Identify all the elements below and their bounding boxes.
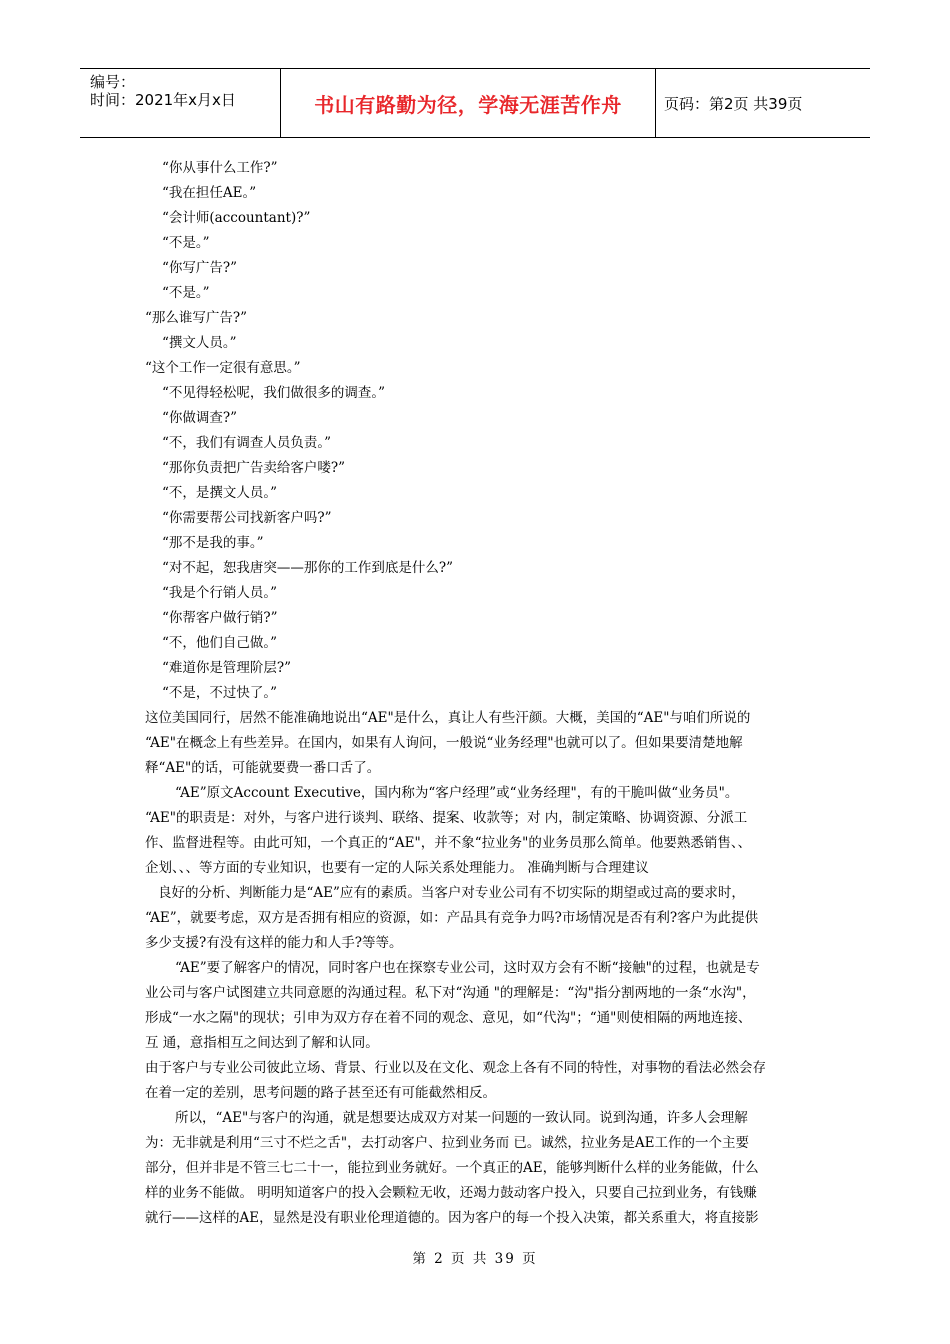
text-line: 释“AE"的话，可能就要费一番口舌了。	[145, 760, 381, 776]
text-line: “AE”要了解客户的情况，同时客户也在探察专业公司，这时双方会有不断“接触"的过程，也就是专	[175, 960, 760, 976]
header-page-number: 页码：第2页 共39页	[664, 94, 803, 113]
text-line: “我在担任AE。”	[162, 185, 257, 201]
text-line: “AE"的职责是：对外，与客户进行谈判、联络、提案、收款等；对 内，制定策略、协调资源、分派工	[145, 810, 748, 826]
text-line: 所以，“AE"与客户的沟通，就是想要达成双方对某一问题的一致认同。说到沟通，许多人会理解	[175, 1110, 748, 1126]
text-line: 样的业务不能做。 明明知道客户的投入会颗粒无收，还竭力鼓动客户投入，只要自己拉到业务，有钱赚	[145, 1185, 757, 1201]
text-line: 互 通，意指相互之间达到了解和认同。	[145, 1035, 379, 1051]
text-line: 由于客户与专业公司彼此立场、背景、行业以及在文化、观念上各有不同的特性，对事物的看法必然会存	[145, 1060, 766, 1076]
text-line: “你写广告?”	[162, 260, 238, 276]
document-date-label: 时间：2021年x月x日	[90, 91, 236, 109]
text-line: 多少支援?有没有这样的能力和人手?等等。	[145, 935, 403, 951]
text-line: “那不是我的事。”	[162, 535, 264, 551]
text-line: “不是。”	[162, 235, 210, 251]
header-motto: 书山有路勤为径，学海无涯苦作舟	[314, 92, 622, 117]
text-line: “AE"在概念上有些差异。在国内，如果有人询问，一般说“业务经理"也就可以了。但如果要清楚地解	[145, 735, 743, 751]
text-line: “对不起，恕我唐突——那你的工作到底是什么?”	[162, 560, 454, 576]
page-header	[80, 68, 870, 138]
text-line: 业公司与客户试图建立共同意愿的沟通过程。私下对“沟通 "的理解是：“沟"指分割两地的一条“水沟"，	[145, 985, 756, 1001]
text-line: “不，他们自己做。”	[162, 635, 278, 651]
text-line: “你需要帮公司找新客户吗?”	[162, 510, 332, 526]
document-body	[145, 156, 815, 1231]
text-line: “AE”原文Account Executive，国内称为“客户经理”或“业务经理"，有的干脆叫做“业务员"。	[175, 785, 739, 801]
text-line: “那你负责把广告卖给客户喽?”	[162, 460, 346, 476]
document-number-label: 编号：	[90, 73, 136, 91]
text-line: “不是。”	[162, 285, 210, 301]
text-line: 这位美国同行，居然不能准确地说出“AE"是什么，真让人有些汗颜。大概，美国的“AE"与咱们所说的	[145, 710, 751, 726]
header-meta	[80, 69, 280, 137]
text-line: 作、监督进程等。由此可知，一个真正的“AE"，并不象“拉业务"的业务员那么简单。他要熟悉销售、、	[145, 835, 752, 851]
text-line: 良好的分析、判断能力是“AE”应有的素质。当客户对专业公司有不切实际的期望或过高的要求时，	[158, 885, 745, 901]
text-line: “不，我们有调查人员负责。”	[162, 435, 332, 451]
text-line: “不见得轻松呢，我们做很多的调查。”	[162, 385, 386, 401]
text-line: “你从事什么工作?”	[162, 160, 278, 176]
text-line: “那么谁写广告?”	[145, 310, 248, 326]
text-line: 在着一定的差别，思考问题的路子甚至还有可能截然相反。	[145, 1085, 496, 1101]
text-line: “难道你是管理阶层?”	[162, 660, 292, 676]
text-line: 就行——这样的AE，显然是没有职业伦理道德的。因为客户的每一个投入决策，都关系重大，将直接影	[145, 1210, 759, 1226]
text-line: 部分，但并非是不管三七二十一，能拉到业务就好。一个真正的AE，能够判断什么样的业务能做，什么	[145, 1160, 759, 1176]
text-line: “你帮客户做行销?”	[162, 610, 278, 626]
text-line: 为：无非就是利用“三寸不烂之舌"，去打动客户、拉到业务而 已。诚然，拉业务是AE工作的一个主要	[145, 1135, 750, 1151]
text-line: “你做调查?”	[162, 410, 238, 426]
text-line: “这个工作一定很有意思。”	[145, 360, 301, 376]
text-line: “AE”，就要考虑，双方是否拥有相应的资源，如：产品具有竞争力吗?市场情况是否有利?客户为此提供	[145, 910, 759, 926]
text-line: 形成“一水之隔"的现状；引申为双方存在着不同的观念、意见，如“代沟"；“通"则使相隔的两地连接、	[145, 1010, 752, 1026]
text-line: “会计师(accountant)?”	[162, 210, 311, 226]
text-line: “我是个行销人员。”	[162, 585, 278, 601]
text-line: “不是，不过快了。”	[162, 685, 278, 701]
text-line: “撰文人员。”	[162, 335, 237, 351]
text-line: 企划、、、等方面的专业知识，也要有一定的人际关系处理能力。 准确判断与合理建议	[145, 860, 649, 876]
page-footer: 第 2 页 共 39 页	[412, 1251, 538, 1267]
text-line: “不，是撰文人员。”	[162, 485, 278, 501]
